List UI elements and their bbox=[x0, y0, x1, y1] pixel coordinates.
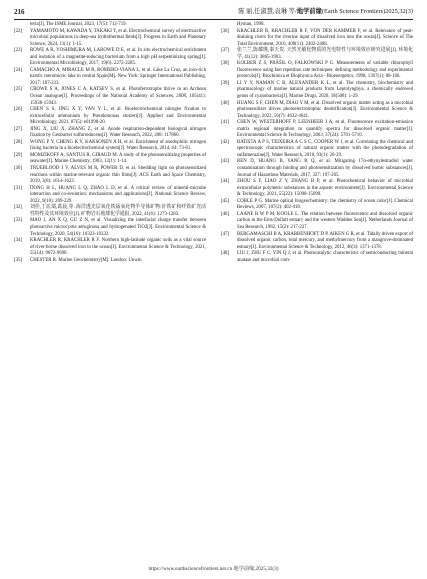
reference-index: [37] bbox=[221, 48, 230, 54]
reference-text: KRACHLER R, KRACHLER R F, VON DER KAMMER F, et al. Relevance of peat-draining rivers for the riverine input of dissolved iron into the ocean[J]. Science of The Total Environment, 2010, 408(11): 2402-2408. bbox=[237, 28, 413, 47]
reference-entry bbox=[14, 107, 206, 127]
reference-index: [24] bbox=[14, 67, 23, 73]
reference-text: BERGAMASCHI B A, KRABBENHOFT D P, AIKEN G R, et al. Tidally driven export of dissolved organic carbon, total mercury, and methylmercury from a mangrove-dominated estuary[J]. Environmental Science & Technology, 2012, 46(3): 1371-1378. bbox=[237, 231, 413, 250]
reference-entry bbox=[14, 166, 206, 186]
reference-index: [42] bbox=[221, 139, 230, 145]
reference-index: [32] bbox=[14, 205, 23, 211]
running-journal-en: (Earth Science Frontiers)2025,32(3) bbox=[321, 8, 413, 15]
reference-index: [39] bbox=[221, 80, 230, 86]
reference-index: [28] bbox=[14, 139, 23, 145]
running-title bbox=[238, 6, 413, 18]
reference-index: [34] bbox=[14, 238, 23, 244]
reference-text: DONG H L, HUANG L Q, ZHAO L D, et al. A critical review of mineral-microbe interaction and co-evolution: mechanisms and applications[J]. National Science Review, 2022, 9(10): 209-229. bbox=[30, 185, 206, 204]
page-header bbox=[14, 6, 413, 18]
reference-index: [48] bbox=[221, 251, 230, 257]
reference-text: 张兰兰,陈耀瑾,秦天贵. 天然光敏化物质的光电特性与环境效应研究进展[J]. 环境化学, 41(12): 3865-3903. bbox=[237, 48, 413, 60]
reference-index: [46] bbox=[221, 211, 230, 217]
reference-text: REN D, HUANG B, YANG B Q, et al. Mitigating 17α-ethynylestradiol water contamination through binding and photosensitization by dissolved humic substances[J]. Journal of Hazardous Materials, 2017, 327: 197-205. bbox=[237, 159, 413, 178]
reference-entry bbox=[14, 153, 206, 166]
reference-entry bbox=[221, 61, 413, 81]
reference-index: [44] bbox=[221, 179, 230, 185]
reference-text: KRACHLER R, KRACHLER R F. Northern high-latitude organic soils as a vital source of river-borne dissolved iron to the ocean[J]. Environmental Science & Technology, 2021, 55(14): 9672-9690. bbox=[30, 238, 206, 257]
reference-index: [27] bbox=[14, 126, 23, 132]
reference-entry bbox=[221, 251, 413, 264]
reference-text: JING X, LIU X, ZHANG Z, et al. Anode respiration-dependent biological nitrogen fixation by Geobacter sulfurreducens[J]. Water Research, 2022, 208: 117860. bbox=[30, 126, 206, 139]
reference-index: [40] bbox=[221, 100, 230, 106]
reference-index: [47] bbox=[221, 231, 230, 237]
header-rule bbox=[14, 19, 413, 20]
reference-text: teria[J]. The ISME Journal, 2023, 17(5): 712-719. bbox=[30, 22, 127, 27]
reference-index: [38] bbox=[221, 61, 230, 67]
reference-text: MAO J, AN X Q, GU Z N, et al. Visualizing the interfacial charge transfer between photoactive microcystis aeruginosa and hydrogenated TiO2[J]. Environmental Science & Technology, 2020, 54(16): 10323-10332. bbox=[30, 218, 206, 237]
reference-entry bbox=[221, 29, 413, 49]
reference-entry bbox=[14, 205, 206, 218]
reference-entry bbox=[14, 258, 206, 265]
reference-text: BATISTA A P S, TEIXEIRA A C S C, COOPER W J, et al. Correlating the chemical and spectroscopic characteristics of natural organic matter with the photodegradation of sulfamerazine[J]. Water Research, 2016, 93(1): 20-29. bbox=[237, 139, 413, 158]
reference-entry bbox=[221, 101, 413, 121]
reference-text: CROWE S A, JONES C A, KATSEV S, et al. Photoferrotrophs thrive in an Archean Ocean analogue[J]. Proceedings of the National Academy of Sciences, 2008, 105(41): 15938-15943. bbox=[30, 87, 206, 106]
reference-text: KOLBER Z S, PRÁŠIL O, FALKOWSKI P G. Measurements of variable chlorophyll fluorescence using fast repetition rate techniques: defining methodology and experimental protocols[J]. Biochimica et Biophysica Acta - Bioenergetics, 1998, 1367(1): 88-106. bbox=[237, 61, 413, 80]
reference-entry bbox=[14, 218, 206, 238]
reference-index: [29] bbox=[14, 152, 23, 158]
reference-entry bbox=[14, 127, 206, 140]
reference-entry bbox=[221, 179, 413, 199]
reference-index: [26] bbox=[14, 107, 23, 113]
page-footer: https://www.earthsciencefrontiers.net.cn 地学前缘,2025,32(3) bbox=[148, 566, 279, 572]
reference-text: TRUEBLOOD J V, ALVES M R, POWER D, et al. Shedding light on photosensitized reactions within marine-relevant organic thin films[J]. ACS Earth and Space Chemistry, 2019, 3(8): 1614-1623. bbox=[30, 166, 206, 185]
reference-text: LAANE R W P M, KOOLE L. The relation between fluorescence and dissolved organic carbon in the Ems-Dollart estuary and the western Wadden Sea[J]. Netherlands Journal of Sea Research, 1982, 15(2): 217-227. bbox=[237, 211, 413, 230]
reference-text: ROWE A R, YOSHIMURA M, LAROWE D E, et al. In situ electrochemical enrichment and isolation of a magnetite-reducing bacterium from a high pH serpentinizing spring[J]. Environmental Microbiology, 2017, 19(6): 2272-2285. bbox=[30, 48, 206, 67]
reference-index: [31] bbox=[14, 185, 23, 191]
reference-text: YAMAMOTO M, KAWADA Y, TAKAKI Y, et al. Electrochemical survey of electroactive microbial populations in deep-sea hydrothermal fields[J]. Progress in Earth and Planetary Science, 2024, 11(1): 1-15. bbox=[30, 28, 206, 47]
reference-index: [35] bbox=[14, 257, 23, 263]
reference-index: [45] bbox=[221, 198, 230, 204]
reference-text: 刘佳,丁竑瑞,葛晨,等. 海洋透光层氧化铁锰氧化物半导体矿物:针铁矿和纤铁矿光活性特性及其环境效应[J]. 矿物岩石地球化学通报, 2022, 41(6): 1273-1283. bbox=[30, 205, 206, 217]
reference-text: Hyman, 1990. bbox=[237, 22, 265, 27]
reference-index: [33] bbox=[14, 218, 23, 224]
reference-text: COBLE P G. Marine optical biogeochemistry: the chemistry of ocean color[J]. Chemical Reviews, 2007, 107(2): 402-418. bbox=[237, 198, 413, 211]
reference-index: [43] bbox=[221, 159, 230, 165]
running-journal: 地学前缘 bbox=[296, 8, 322, 15]
reference-index: [23] bbox=[14, 48, 23, 54]
reference-entry bbox=[14, 186, 206, 206]
reference-text: CAMACHO A, MIRACLE M R, ROMERO-VIANA L, et al. Lake La Cruz, an iron-rich karstic meromictic lake in central Spain[M]. New York: Springer International Publishing, 2017: 187-233. bbox=[30, 67, 206, 86]
reference-entry bbox=[14, 48, 206, 68]
reference-entry bbox=[14, 29, 206, 49]
reference-entry bbox=[14, 87, 206, 107]
reference-entry bbox=[221, 212, 413, 232]
reference-entry bbox=[221, 159, 413, 179]
reference-entry bbox=[221, 199, 413, 212]
reference-column-right bbox=[221, 22, 413, 264]
running-authors: 陈 丽,任淑慧,袁琳 等/ bbox=[238, 8, 297, 15]
reference-entry bbox=[221, 232, 413, 252]
reference-index: [25] bbox=[14, 87, 23, 93]
reference-entry bbox=[14, 68, 206, 88]
reference-index: [30] bbox=[14, 166, 23, 172]
reference-entry bbox=[14, 140, 206, 153]
reference-text: CHEN S S, JING X Y, YAN Y L, et al. Bioelectrochemical nitrogen fixation to extracellular ammonium by Pseudomonas stutzeri[J]. Applied and Environmental Microbiology, 2021, 87(5): e01998-20. bbox=[30, 107, 206, 126]
reference-text: LIU J, ZHU F C, YIN Q J, et al. Photocatalytic characteristic of semiconducting mineral anatase and microbial com- bbox=[237, 251, 413, 263]
reference-index: [22] bbox=[14, 28, 23, 34]
reference-entry bbox=[14, 238, 206, 258]
reference-text: MOMZIKOFF A, SANTUS R, GIRAUD M. A study of the photosensitizing properties of seawater[J]. Marine Chemistry, 1983, 12(1): 1-14. bbox=[30, 152, 206, 165]
reference-index: [41] bbox=[221, 120, 230, 126]
reference-entry bbox=[221, 81, 413, 101]
reference-text: WONG P Y, CHENG K Y, KAKSONEN A H, et al. Enrichment of anodophilic nitrogen fixing bacteria in a bioelectrochemical system[J]. Water Research, 2014, 64: 73-81. bbox=[30, 139, 206, 152]
reference-text: LI Y Y, NAMAN C B, ALEXANDER K L, et al. The chemistry, biochemistry and pharmacology of marine natural products from Leptolyngbya, a chemically endowed genus of cyanobacteria[J]. Marine Drugs, 2020, 18(508): 1-29. bbox=[237, 80, 413, 100]
reference-text: ZHOU S F, LIAO Z Y, ZHANG B P, et al. Photochemical behavior of microbial extracellular polymeric substances in the aquatic environment[J]. Environmental Science & Technology, 2021, 55(22): 15090-15099. bbox=[237, 179, 413, 198]
reference-text: HUANG S F, CHEN M, DIAO Y M, et al. Dissolved organic matter acting as a microbial photosensitizer drives photoelectrotrophic denitrification[J]. Environmental Science & Technology, 2022, 56(7): 4632-4641. bbox=[237, 100, 413, 119]
reference-column-left bbox=[14, 22, 206, 264]
reference-index: [36] bbox=[221, 28, 230, 34]
reference-text: CHESTER R. Marine Geochemistry[M]. London: Unwin bbox=[30, 257, 142, 263]
reference-entry bbox=[221, 120, 413, 140]
reference-entry bbox=[221, 140, 413, 160]
reference-entry bbox=[221, 48, 413, 61]
page-number: 216 bbox=[14, 8, 25, 16]
reference-text: CHEN W, WESTERHOFF P, LEENHEER J A, et al. Fluorescence excitation-emission matrix regional integration to quantify spectra for dissolved organic matter[J]. Environmental Science & Technology, 2003, 37(24): 5701-5710. bbox=[237, 120, 413, 139]
